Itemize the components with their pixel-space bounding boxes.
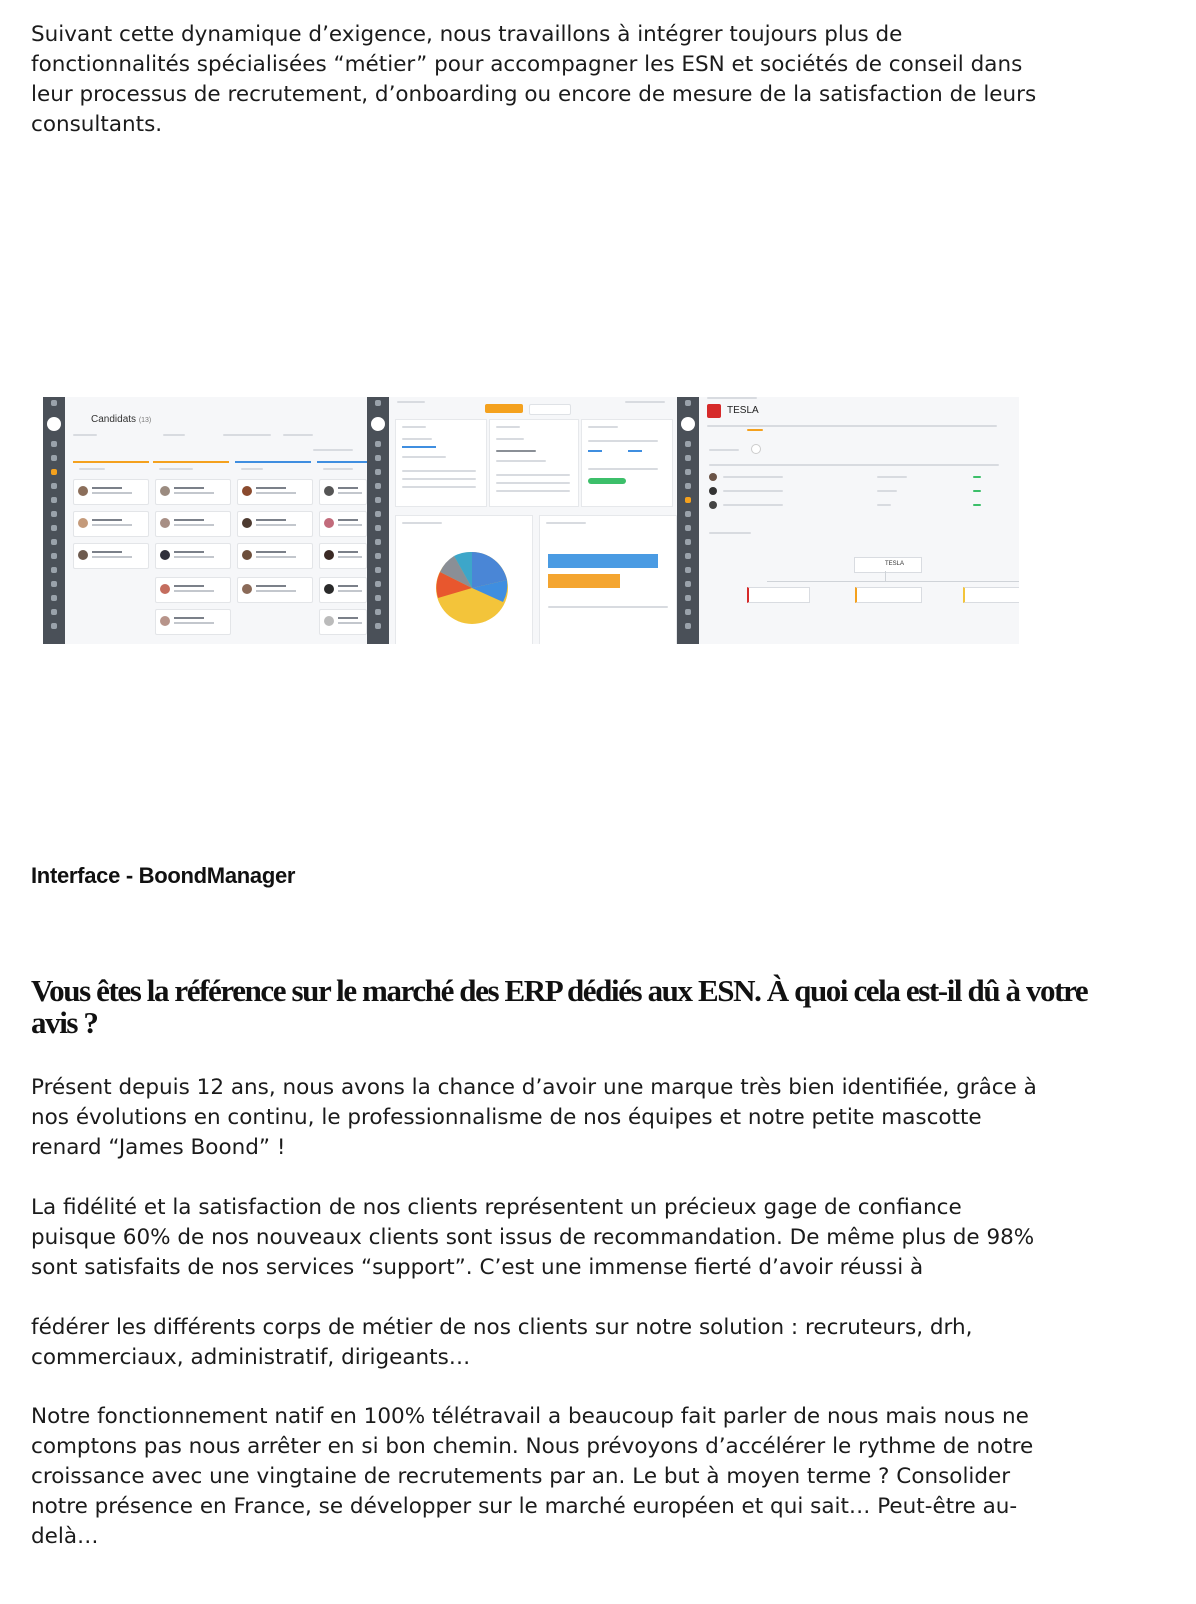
candidates-title: Candidats (13) bbox=[91, 414, 152, 425]
body-paragraph: Présent depuis 12 ans, nous avons la chance d’avoir une marque très bien identifiée, grâce à nos évolutions en continu, le professionnalisme de nos équipes et notre petite mascotte renard “James Boond” ! bbox=[31, 1075, 1037, 1160]
body-paragraph: fédérer les différents corps de métier de nos clients sur notre solution : recruteurs, drh, commerciaux, administratif, dirigeants… bbox=[31, 1315, 973, 1370]
company-name: TESLA bbox=[727, 405, 759, 416]
boondmanager-interface-screenshot bbox=[43, 397, 1019, 644]
orange-bar-thumbnail bbox=[548, 574, 620, 588]
app-logo-icon bbox=[47, 417, 61, 431]
org-root-node: TESLA bbox=[854, 557, 922, 573]
candidates-panel bbox=[43, 397, 368, 644]
body-paragraph: Notre fonctionnement natif en 100% télétravail a beaucoup fait parler de nous mais nous ne comptons pas nous arrêter en si bon chemin. Nous prévoyons d’accélérer le rythme de notre croissance avec une vingtaine de recrutements par an. Le but à moyen terme ? Consolider notre présence en France, se développer sur le marché européen et qui sait… Peut-être au-delà… bbox=[31, 1404, 1034, 1549]
left-rail bbox=[43, 397, 65, 644]
image-caption: Interface - BoondManager bbox=[31, 863, 296, 888]
secondary-action-button bbox=[529, 404, 571, 415]
orange-action-button bbox=[485, 404, 523, 413]
left-rail bbox=[367, 397, 389, 644]
body-paragraph: La fidélité et la satisfaction de nos clients représentent un précieux gage de confiance puisque 60% de nos nouveaux clients sont issus de recommandation. De même plus de 98% sont satisfaits de nos services “support”. C’est une immense fierté d’avoir réussi à bbox=[31, 1195, 1035, 1280]
tesla-logo-icon bbox=[707, 404, 721, 418]
intro-paragraph: Suivant cette dynamique d’exigence, nous travaillons à intégrer toujours plus de fonctionnalités spécialisées “métier” pour accompagner les ESN et sociétés de conseil dans leur processus de recrutement, d’onboarding ou encore de mesure de la satisfaction de leurs consultants. bbox=[31, 22, 1037, 137]
pie-chart-thumbnail bbox=[396, 526, 532, 644]
blue-bar-thumbnail bbox=[548, 554, 658, 568]
menu-icon bbox=[51, 400, 57, 406]
section-heading: Vous êtes la référence sur le marché des ERP dédiés aux ESN. À quoi cela est-il dû à votre avis ? bbox=[31, 973, 1088, 1040]
left-rail bbox=[677, 397, 699, 644]
company-panel bbox=[677, 397, 1019, 644]
dashboard-panel bbox=[367, 397, 678, 644]
